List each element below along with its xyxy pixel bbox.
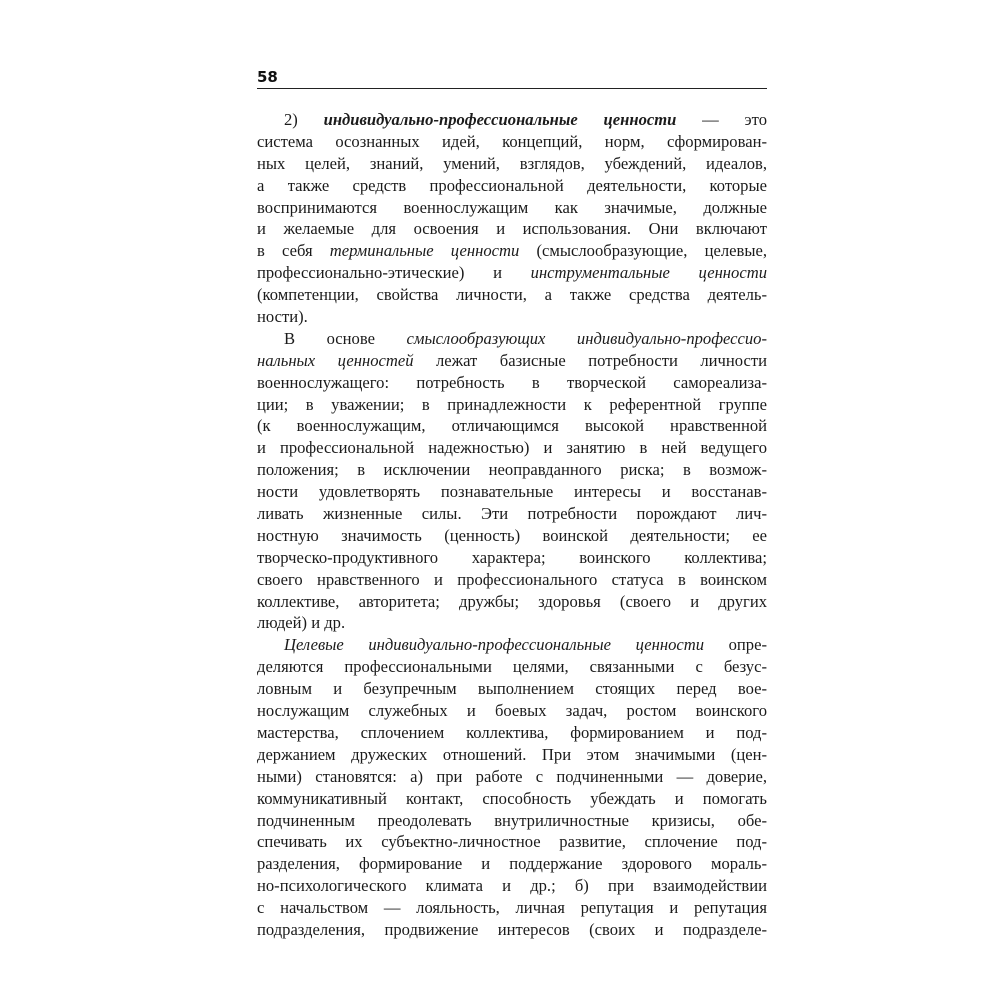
body-text (257, 109, 767, 941)
plain-text: своего нравственного и профессионального статуса в воинском (257, 569, 767, 589)
plain-text: В основе (284, 328, 407, 348)
text-line (257, 284, 767, 306)
plain-text: военнослужащего: потребность в творческой самореализа- (257, 372, 767, 392)
text-line (257, 634, 767, 656)
italic-term: инструментальные ценности (530, 263, 767, 283)
plain-text: нослужащим служебных и боевых задач, ростом воинского (257, 701, 767, 721)
text-line (257, 810, 767, 832)
plain-text: творческо-продуктивного характера; воинского коллектива; (257, 547, 767, 567)
text-line (257, 197, 767, 219)
plain-text: ности удовлетворять познавательные интересы и восстанав- (257, 482, 767, 502)
text-line (257, 678, 767, 700)
header-divider (257, 88, 767, 89)
plain-text: (к военнослужащим, отличающимся высокой нравственной (257, 416, 767, 436)
plain-text: — это (676, 110, 767, 129)
plain-text: коллективе, авторитета; дружбы; здоровья (своего и других (257, 591, 767, 611)
text-line (257, 372, 767, 394)
text-line (257, 612, 767, 634)
text-line (257, 919, 767, 941)
plain-text: профессионально-этические) и (257, 263, 531, 283)
plain-text: разделения, формирование и поддержание здорового мораль- (257, 854, 767, 874)
plain-text: деляются профессиональными целями, связанными с безус- (257, 657, 767, 677)
plain-text: и желаемые для освоения и использования. Они включают (257, 219, 767, 239)
text-line (257, 744, 767, 766)
text-line (257, 262, 767, 284)
plain-text: ливать жизненные силы. Эти потребности порождают лич- (257, 504, 767, 524)
plain-text: ными) становятся: а) при работе с подчиненными — доверие, (257, 766, 767, 786)
text-line (257, 853, 767, 875)
text-line (257, 766, 767, 788)
plain-text: 2) (284, 110, 324, 129)
plain-text: коммуникативный контакт, способность убеждать и помогать (257, 788, 767, 808)
italic-term: нальных ценностей (257, 350, 414, 370)
bold-italic-term: индивидуально-профессиональные ценности (323, 110, 677, 129)
text-line (257, 569, 767, 591)
text-line (257, 788, 767, 810)
plain-text: мастерства, сплочением коллектива, формированием и под- (257, 722, 767, 742)
text-line (257, 525, 767, 547)
plain-text: спечивать их субъектно-личностное развитие, сплочение под- (257, 832, 767, 852)
text-line (257, 394, 767, 416)
plain-text: воспринимаются военнослужащим как значимые, должные (257, 197, 767, 217)
text-line (257, 153, 767, 175)
plain-text: ности). (257, 307, 308, 327)
plain-text: ных целей, знаний, умений, взглядов, убеждений, идеалов, (257, 153, 767, 173)
text-line (257, 875, 767, 897)
text-line (257, 547, 767, 569)
plain-text: ловным и безупречным выполнением стоящих перед вое- (257, 679, 767, 699)
text-line (257, 328, 767, 350)
text-line (257, 218, 767, 240)
text-line (257, 350, 767, 372)
text-line (257, 831, 767, 853)
text-line (257, 131, 767, 153)
text-line (257, 897, 767, 919)
text-line (257, 591, 767, 613)
plain-text: и профессиональной надежностью) и занятию в ней ведущего (257, 438, 767, 458)
plain-text: система осознанных идей, концепций, норм, сформирован- (257, 131, 767, 151)
plain-text: (смыслообразующие, целевые, (519, 241, 767, 261)
plain-text: положения; в исключении неоправданного риска; в возмож- (257, 460, 767, 480)
plain-text: людей) и др. (257, 613, 346, 633)
italic-term: терминальные ценности (329, 241, 520, 261)
plain-text: но-психологического климата и др.; б) при взаимодействии (257, 876, 767, 896)
text-line (257, 459, 767, 481)
plain-text: опре- (704, 635, 767, 655)
plain-text: подчиненным преодолевать внутриличностные кризисы, обе- (257, 810, 767, 830)
plain-text: в себя (257, 241, 330, 261)
italic-term: Целевые индивидуально-профессиональные ценности (284, 635, 705, 655)
text-line (257, 415, 767, 437)
text-line (257, 175, 767, 197)
page-header (257, 68, 767, 90)
text-line (257, 306, 767, 328)
text-line (257, 722, 767, 744)
plain-text: а также средств профессиональной деятельности, которые (257, 175, 767, 195)
plain-text: лежат базисные потребности личности (413, 350, 767, 370)
plain-text: ции; в уважении; в принадлежности к референтной группе (257, 394, 767, 414)
plain-text: держанием дружеских отношений. При этом значимыми (цен- (257, 744, 767, 764)
text-line (257, 240, 767, 262)
text-line (257, 437, 767, 459)
text-line (257, 700, 767, 722)
plain-text: с начальством — лояльность, личная репутация и репутация (257, 898, 767, 918)
plain-text: (компетенции, свойства личности, а также средства деятель- (257, 285, 767, 305)
page-number: 58 (257, 68, 278, 86)
plain-text: подразделения, продвижение интересов (своих и подразделе- (257, 919, 767, 939)
text-line (257, 109, 767, 131)
italic-term: смыслообразующих индивидуально-профессио- (406, 328, 767, 348)
text-line (257, 481, 767, 503)
text-line (257, 503, 767, 525)
text-line (257, 656, 767, 678)
plain-text: ностную значимость (ценность) воинской деятельности; ее (257, 525, 767, 545)
